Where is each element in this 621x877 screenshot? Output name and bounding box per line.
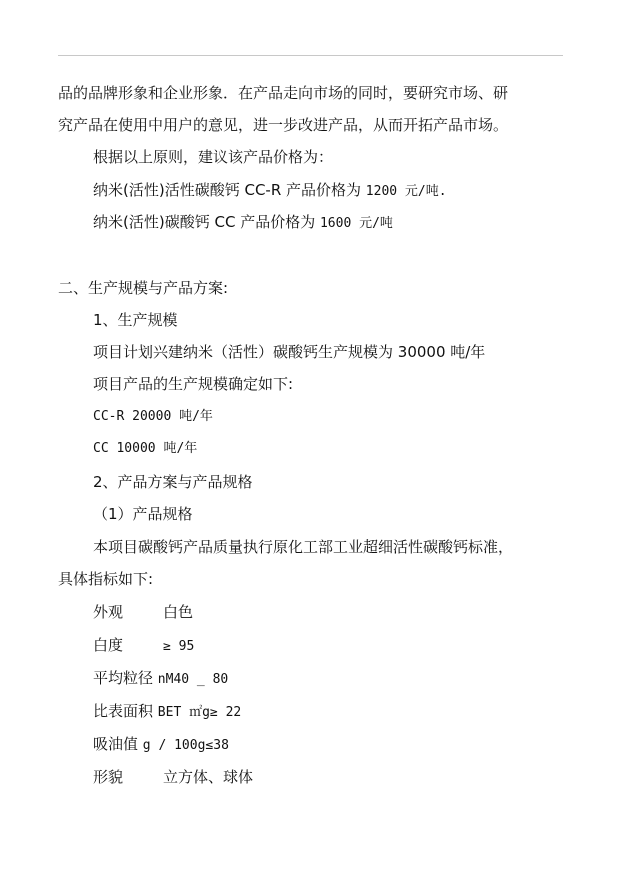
price-line-ccr <box>93 180 447 202</box>
price-value: 1600 元/吨 <box>319 216 393 231</box>
spec-value: BET ㎡g≥ 22 <box>157 705 242 720</box>
spec-key: 形貌 <box>93 768 124 786</box>
spec-key: 白度 <box>93 636 124 654</box>
price-label: 纳米(活性)碳酸钙 CC 产品价格为 <box>93 213 320 231</box>
spec-value: g / 100g≤38 <box>142 738 229 753</box>
subheading-spec: 2、产品方案与产品规格 <box>93 473 253 491</box>
price-value: 1200 元/吨. <box>365 184 447 199</box>
scale-intro: 项目产品的生产规模确定如下: <box>93 375 294 393</box>
spec-row <box>93 602 193 622</box>
scale-ccr: CC-R 20000 吨/年 <box>93 409 213 424</box>
scale-text: 项目计划兴建纳米（活性）碳酸钙生产规模为 30000 吨/年 <box>93 343 486 361</box>
spec-key: 外观 <box>93 603 124 621</box>
spec-value: 立方体、球体 <box>163 768 254 786</box>
spec-row <box>93 701 241 723</box>
spec-value: 白色 <box>163 603 194 621</box>
spec-row <box>93 635 194 657</box>
paragraph-line: 究产品在使用中用户的意见，进一步改进产品，从而开拓产品市场。 <box>58 116 509 134</box>
spec-row <box>93 767 253 787</box>
price-line-cc <box>93 212 393 234</box>
spec-value: ≥ 95 <box>163 639 195 654</box>
standard-text-cont: 具体指标如下: <box>58 570 154 588</box>
principle-text: 根据以上原则，建议该产品价格为： <box>93 148 334 166</box>
spec-key: 吸油值 <box>93 735 139 753</box>
section-heading: 二、生产规模与产品方案: <box>58 279 229 297</box>
subheading-spec-1: （1）产品规格 <box>93 505 193 523</box>
standard-text: 本项目碳酸钙产品质量执行原化工部工业超细活性碳酸钙标准， <box>93 538 514 556</box>
price-label: 纳米(活性)活性碳酸钙 CC-R 产品价格为 <box>93 181 366 199</box>
header-rule <box>58 55 563 56</box>
spec-row <box>93 668 228 690</box>
spec-key: 比表面积 <box>93 702 154 720</box>
spec-key: 平均粒径 <box>93 669 154 687</box>
spec-row <box>93 734 229 756</box>
paragraph-line: 品的品牌形象和企业形象．在产品走向市场的同时，要研究市场、研 <box>58 84 509 102</box>
scale-cc: CC 10000 吨/年 <box>93 441 198 456</box>
subheading-scale: 1、生产规模 <box>93 311 178 329</box>
spec-value: nM40 _ 80 <box>157 672 229 687</box>
